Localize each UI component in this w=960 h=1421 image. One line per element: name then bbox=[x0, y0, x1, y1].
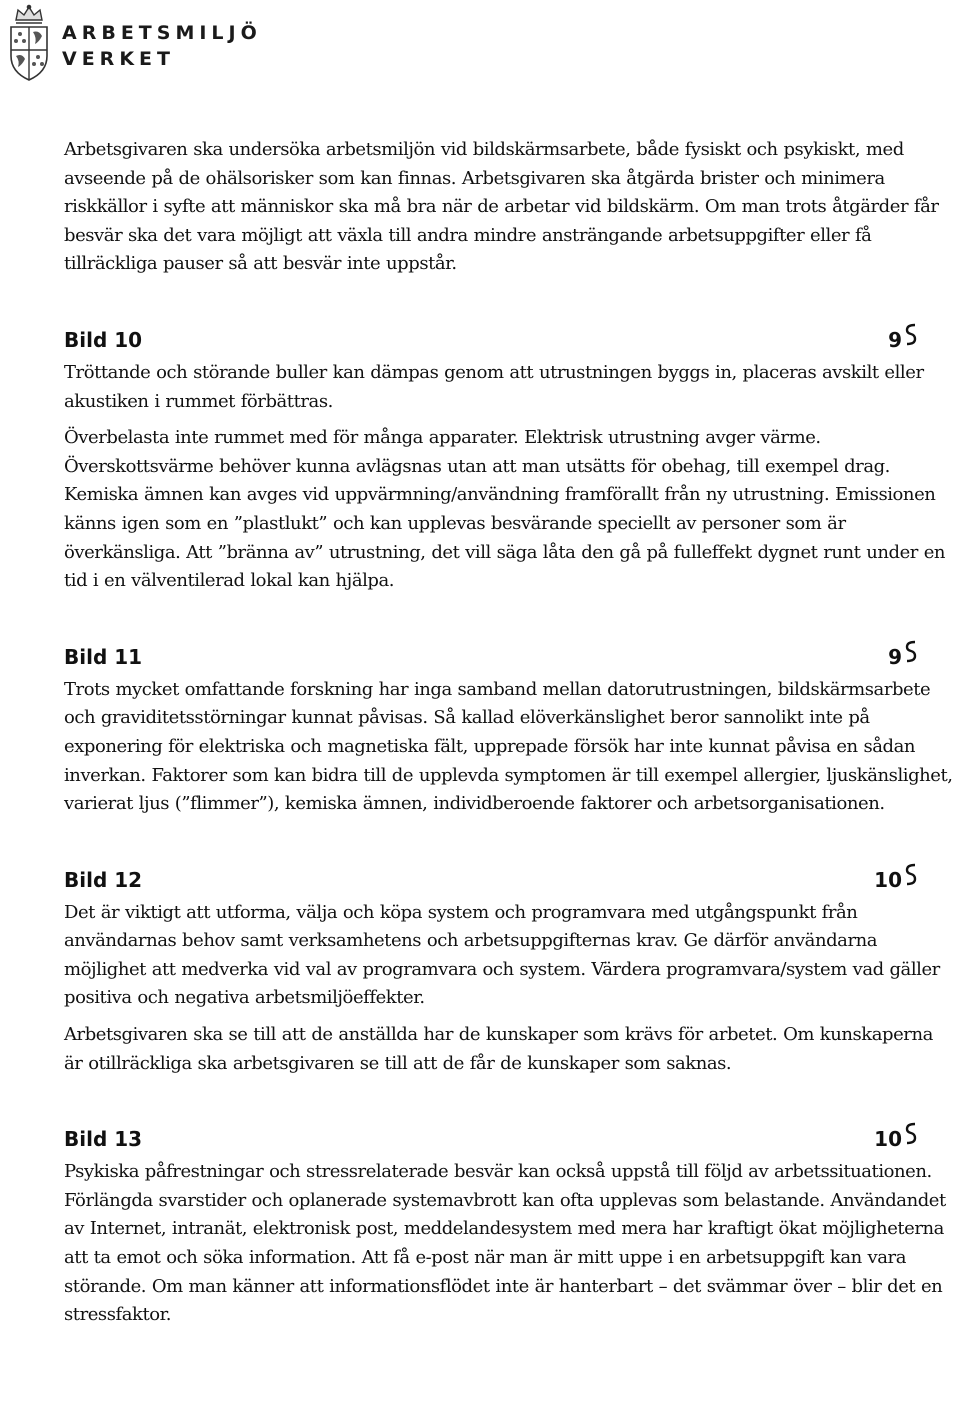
logo-wordmark bbox=[62, 20, 262, 72]
section-reference-number: 10 bbox=[874, 1127, 902, 1152]
section-reference-number: 10 bbox=[874, 867, 902, 892]
section-bild-10 bbox=[64, 327, 956, 596]
section-heading bbox=[64, 867, 918, 893]
section-heading bbox=[64, 1126, 918, 1152]
section-heading bbox=[64, 644, 918, 670]
section-reference-number: 9 bbox=[888, 644, 902, 669]
section-bild-12 bbox=[64, 867, 956, 1079]
logo-line-1: ARBETSMILJÖ bbox=[62, 22, 262, 44]
section-heading bbox=[64, 327, 918, 353]
logo-line-2: VERKET bbox=[62, 48, 175, 70]
section-sign-icon bbox=[904, 639, 918, 670]
section-paragraph: Tröttande och störande buller kan dämpas genom att utrustningen byggs in, placeras avskilt eller akustiken i rummet förbättras. bbox=[64, 361, 924, 412]
sections-container bbox=[64, 327, 956, 1330]
section-paragraph: Psykiska påfrestningar och stressrelaterade besvär kan också uppstå till följd av arbetssituationen. Förlängda svarstider och oplanerade systemavbrott kan ofta upplevas som belastande. Användandet av Internet, intranät, elektronisk post, meddelandesystem med mera har kraftigt ökat möjligheterna att ta emot och söka information. Att få e-post när man är mitt uppe i en arbetsuppgift kan vara störande. Om man känner att informationsflödet inte är hanterbart – det svämmar över – blir det en stressfaktor. bbox=[64, 1161, 946, 1326]
document-body bbox=[64, 136, 956, 1330]
section-sign-icon bbox=[904, 862, 918, 893]
section-title: Bild 13 bbox=[64, 1127, 143, 1152]
section-title: Bild 11 bbox=[64, 644, 143, 669]
section-sign-icon bbox=[904, 1121, 918, 1152]
agency-logo bbox=[6, 4, 262, 88]
section-reference-number: 9 bbox=[888, 327, 902, 352]
coat-of-arms-icon bbox=[6, 4, 52, 88]
section-bild-13 bbox=[64, 1126, 956, 1330]
section-paragraph: Överbelasta inte rummet med för många apparater. Elektrisk utrustning avger värme. Överskottsvärme behöver kunna avlägsnas utan att man utsätts för obehag, till exempel drag. Kemiska ämnen kan avges vid uppvärmning/användning framförallt från ny utrustning. Emissionen känns igen som en ”plastlukt” och kan upplevas besvärande speciellt av personer som är överkänsliga. Att ”bränna av” utrustning, det vill säga låta den gå på fulleffekt dygnet runt under en tid i en välventilerad lokal kan hjälpa. bbox=[64, 427, 946, 592]
section-bild-11 bbox=[64, 644, 956, 819]
intro-paragraph: Arbetsgivaren ska undersöka arbetsmiljön vid bildskärmsarbete, både fysiskt och psykiskt, med avseende på de ohälsorisker som kan finnas. Arbetsgivaren ska åtgärda brister och minimera riskkällor i syfte att människor ska må bra när de arbetar vid bildskärm. Om man trots åtgärder får besvär ska det vara möjligt att växla till andra mindre ansträngande arbetsuppgifter eller få tillräckliga pauser så att besvär inte uppstår. bbox=[64, 139, 939, 275]
section-sign-icon bbox=[904, 322, 918, 353]
section-paragraph: Det är viktigt att utforma, välja och köpa system och programvara med utgångspunkt från användarnas behov samt verksamhetens och arbetsuppgifternas krav. Ge därför användarna möjlighet att medverka vid val av programvara och system. Värdera programvara/system vad gäller positiva och negativa arbetsmiljöeffekter. bbox=[64, 901, 940, 1009]
section-title: Bild 12 bbox=[64, 867, 143, 892]
section-title: Bild 10 bbox=[64, 327, 143, 352]
section-paragraph: Trots mycket omfattande forskning har inga samband mellan datorutrustningen, bildskärmsarbete och graviditetsstörningar kunnat påvisas. Så kallad elöverkänslighet beror sannolikt inte på exponering för elektriska och magnetiska fält, upprepade försök har inte kunnat påvisa en sådan inverkan. Faktorer som kan bidra till de upplevda symptomen är till exempel allergier, ljuskänslighet, varierat ljus (”flimmer”), kemiska ämnen, individberoende faktorer och arbetsorganisationen. bbox=[64, 678, 953, 815]
section-paragraph: Arbetsgivaren ska se till att de anställda har de kunskaper som krävs för arbetet. Om kunskaperna är otillräckliga ska arbetsgivaren se till att de får de kunskaper som saknas. bbox=[64, 1024, 933, 1074]
